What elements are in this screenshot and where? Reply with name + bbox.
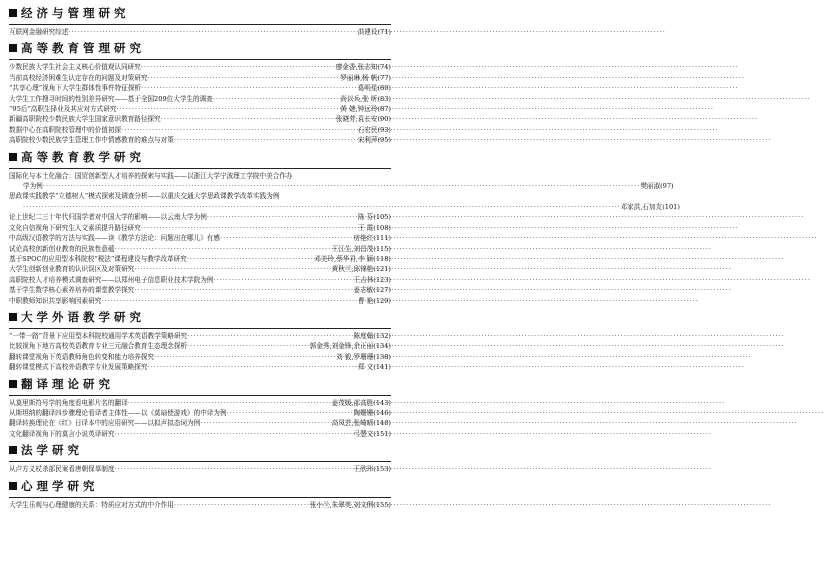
leader-dots xyxy=(115,429,354,439)
toc-entry[interactable] xyxy=(9,331,391,341)
section-title: 高等教育管理研究 xyxy=(21,41,145,56)
leader-dots xyxy=(227,408,354,418)
article-author-page: 樊丽淑(97) xyxy=(640,182,674,191)
leader-dots xyxy=(115,244,332,254)
toc-entry[interactable] xyxy=(9,62,391,72)
article-author-page: 房艳红(111) xyxy=(353,234,391,243)
article-author-page: 石宏民(93) xyxy=(357,125,391,134)
section-bullet-icon xyxy=(9,446,17,454)
toc-entry[interactable] xyxy=(9,125,391,135)
article-title: 高职院校少数民族学生管理工作中情感教育的难点与对策 xyxy=(9,136,174,145)
section-bullet-icon xyxy=(9,482,17,490)
leader-dots xyxy=(174,500,310,510)
article-author-page: 葛明星(80) xyxy=(357,84,391,93)
toc-entry[interactable] xyxy=(9,429,391,439)
leader-dots xyxy=(200,418,331,428)
leader-dots xyxy=(213,94,340,104)
article-author-page: 廖金香,张志知(74) xyxy=(335,63,391,72)
toc-entry[interactable] xyxy=(9,73,391,83)
section-divider xyxy=(9,59,391,60)
section-bullet-icon xyxy=(9,44,17,52)
article-author-page: 弓慧文(151) xyxy=(353,429,391,438)
article-title: 翻译转换理论在《红》日译本中的应用研究——以拟声拟态词为例 xyxy=(9,419,201,428)
article-author-page: 王江生,刘昌茂(115) xyxy=(331,244,391,253)
article-author-page: 黄秋兰,邱锦艳(121) xyxy=(331,265,391,274)
section-title: 大学外语教学研究 xyxy=(21,309,145,324)
article-author-page: 洪建设(71) xyxy=(357,28,391,36)
toc-entry[interactable] xyxy=(9,171,391,181)
article-title: 高职院校人才培养模式调查研究——以郑州电子信息职业技术学院为例 xyxy=(9,275,214,284)
leader-dots xyxy=(147,362,358,372)
leader-dots xyxy=(207,212,358,222)
section-title: 高等教育教学研究 xyxy=(21,149,145,164)
article-author-page: 罗丽琳,杨 帆(77) xyxy=(340,73,391,82)
leader-dots xyxy=(101,296,358,306)
toc-entry[interactable] xyxy=(9,341,391,351)
section-heading xyxy=(9,3,391,23)
article-title: “一带一路”背景下应用型本科院校通用学术英语教学策略研究 xyxy=(9,331,188,340)
article-title: 基于学生数学核心素养培养的课堂教学探究 xyxy=(9,286,135,295)
section-heading xyxy=(9,147,391,167)
article-author-page: 尚以兵,张 昕(83) xyxy=(340,94,391,103)
article-title: 翻转课堂视角下英语教师角色转变和能力培养探究 xyxy=(9,352,155,361)
section-heading xyxy=(9,440,391,460)
toc-entry[interactable] xyxy=(9,398,391,408)
article-title: 论上世纪二三十年代归国学者对中国大学的影响——以云南大学为例 xyxy=(9,213,207,222)
article-author-page: 王 霞(108) xyxy=(357,223,391,232)
toc-entry[interactable] xyxy=(9,254,391,264)
article-title: 文化自信视角下研究生人文素质提升路径研究 xyxy=(9,223,141,232)
section-bullet-icon xyxy=(9,380,17,388)
leader-dots xyxy=(147,73,340,83)
toc-entry[interactable] xyxy=(9,83,391,93)
article-title: 试论高校创新创业教育的民族性意蕴 xyxy=(9,244,115,253)
section-heading xyxy=(9,38,391,58)
article-author-page: 陈 芬(105) xyxy=(357,213,391,222)
leader-dots xyxy=(187,254,314,264)
section-bullet-icon xyxy=(9,153,17,161)
article-title: 基于SPOC的应用型本科院校“税法”课程建设与教学改革研究 xyxy=(9,254,187,263)
toc-entry[interactable] xyxy=(9,275,391,285)
article-title: 中高级汉语教学的方法与实践——读《教学方法论：问题出在哪儿》有感 xyxy=(9,234,220,243)
section-divider xyxy=(9,461,391,462)
article-author-page: 张小兰,朱翠英,刘文俐(155) xyxy=(309,500,391,509)
article-title: “95后”高职生择业及其应对方式研究 xyxy=(9,105,117,114)
section-heading xyxy=(9,476,391,496)
leader-dots xyxy=(220,233,353,243)
section-divider xyxy=(9,497,391,498)
toc-entry[interactable] xyxy=(9,352,391,362)
article-title: 从卢方义杖杀部民案看唐朝保辜制度 xyxy=(9,465,115,474)
section-bullet-icon xyxy=(9,9,17,17)
article-author-page: 郑 文(141) xyxy=(357,363,391,372)
toc-entry[interactable] xyxy=(9,94,391,104)
toc-entry[interactable] xyxy=(9,244,391,254)
article-title: 从斯坦纳的翻译四步骤理论看译者主体性——以《莫扇使游戏》的中译为例 xyxy=(9,408,227,417)
section-title: 经济与管理研究 xyxy=(21,6,130,20)
article-author-page: 曹 艳(129) xyxy=(357,296,391,305)
toc-entry-continuation xyxy=(9,181,674,191)
article-author-page: 刘 毅,罗珊珊(138) xyxy=(336,352,391,361)
section-bullet-icon xyxy=(9,313,17,321)
toc-entry[interactable] xyxy=(9,285,391,295)
section-title: 心理学研究 xyxy=(21,478,99,493)
leader-dots xyxy=(23,202,621,212)
toc-entry[interactable] xyxy=(9,191,391,201)
leader-dots xyxy=(128,398,332,408)
section-divider xyxy=(9,168,391,169)
article-title: “共享心理”视角下大学生群体性事件特征探析 xyxy=(9,84,142,93)
toc-entry[interactable] xyxy=(9,27,391,37)
leader-dots xyxy=(187,331,353,341)
section-title: 翻译理论研究 xyxy=(21,376,114,391)
toc-entry[interactable] xyxy=(9,114,391,124)
toc-entry[interactable] xyxy=(9,464,391,474)
article-title: 文化翻译视角下的莫言小说英译研究 xyxy=(9,429,115,438)
leader-dots xyxy=(43,181,641,191)
toc-entry-continuation xyxy=(9,202,680,212)
article-author-page: 姜茂媛,邵高胜(143) xyxy=(331,398,391,407)
toc-entry[interactable] xyxy=(9,264,391,274)
article-author-page: 黄 婕,钟远玲(87) xyxy=(340,105,391,114)
toc-entry[interactable] xyxy=(9,408,391,418)
toc-entry[interactable] xyxy=(9,362,391,372)
article-title: 新疆高职院校少数民族大学生国家意识教育路径探究 xyxy=(9,115,161,124)
toc-entry[interactable] xyxy=(9,500,391,510)
article-title: 从莫里斯符号学的角度看电影片名的翻译 xyxy=(9,398,128,407)
article-title: 思政课实践教学“立德树人”模式探索及调查分析——以重庆交通大学思政课教学改革实践为例 xyxy=(9,192,280,201)
section-divider xyxy=(9,395,391,396)
toc-entry[interactable] xyxy=(9,418,391,428)
leader-dots xyxy=(213,275,353,285)
leader-dots xyxy=(115,464,354,474)
toc-entry[interactable] xyxy=(9,296,391,306)
section-heading xyxy=(9,307,391,327)
leader-dots xyxy=(68,27,357,37)
toc-entry[interactable] xyxy=(9,104,391,114)
article-title: 翻转课堂模式下高校外语教学专业发展策略探究 xyxy=(9,363,148,372)
article-title: 互联网金融研究综述 xyxy=(9,28,69,36)
article-title: 比较视角下地方高校英语教育专业三元融合教育生态理念探析 xyxy=(9,342,188,351)
article-author-page: 宋利萍(95) xyxy=(357,136,391,145)
article-title: 中职教师知识共享影响因素研究 xyxy=(9,296,102,305)
article-title: 当前高校经济困难生认定存在的问题及对策研究 xyxy=(9,73,148,82)
leader-dots xyxy=(187,341,310,351)
leader-dots xyxy=(141,62,336,72)
article-title: 大学生乐观与心理健康的关系：特质应对方式的中介作用 xyxy=(9,500,174,509)
article-author-page: 王欣玮(153) xyxy=(353,465,391,474)
section-heading xyxy=(9,374,391,394)
article-author-page: 高凤芸,张崎晴(148) xyxy=(331,419,391,428)
leader-dots xyxy=(134,285,353,295)
toc-entry[interactable] xyxy=(9,135,391,145)
leader-dots xyxy=(141,83,358,93)
section-divider xyxy=(9,328,391,329)
article-title: 大学生工作搜寻时间的性别差异研究——基于全国209位大学生的调查 xyxy=(9,94,213,103)
article-author-page: 邓美玲,蔡华君,李 颖(118) xyxy=(314,254,391,263)
article-title: 大学生创新创业教育的认识误区及对策研究 xyxy=(9,265,135,274)
article-title-continued: 学为例 xyxy=(23,182,43,191)
article-author-page: 陶姗姗(146) xyxy=(353,408,391,417)
article-author-page: 王吉林(123) xyxy=(353,275,391,284)
toc-entry[interactable] xyxy=(9,223,391,233)
section-divider xyxy=(9,24,391,25)
article-author-page: 张晓芳,袁长安(90) xyxy=(335,115,391,124)
leader-dots xyxy=(141,223,358,233)
leader-dots xyxy=(116,104,340,114)
section-title: 法学研究 xyxy=(21,443,83,458)
article-title: 数据中心在高职院校管理中的价值初探 xyxy=(9,125,122,134)
leader-dots xyxy=(174,135,358,145)
toc-entry[interactable] xyxy=(9,233,391,243)
article-author-page: 陈度翰(132) xyxy=(353,331,391,340)
leader-dots xyxy=(154,352,336,362)
article-title: 少数民族大学生社会主义核心价值观认同研究 xyxy=(9,63,141,72)
article-title: 国际化与本土化融合：国贸创新型人才培养的探索与实践——以浙江大学宁波理工学院中美合作办 xyxy=(9,171,293,180)
leader-dots xyxy=(121,125,358,135)
leader-dots xyxy=(161,114,336,124)
article-author-page: 邓家洪,石加友(101) xyxy=(620,202,680,211)
article-author-page: 郭金秀,刘金锋,余正丽(134) xyxy=(309,342,391,351)
toc-entry[interactable] xyxy=(9,212,391,222)
leader-dots xyxy=(134,264,331,274)
article-author-page: 姜志敏(127) xyxy=(353,286,391,295)
